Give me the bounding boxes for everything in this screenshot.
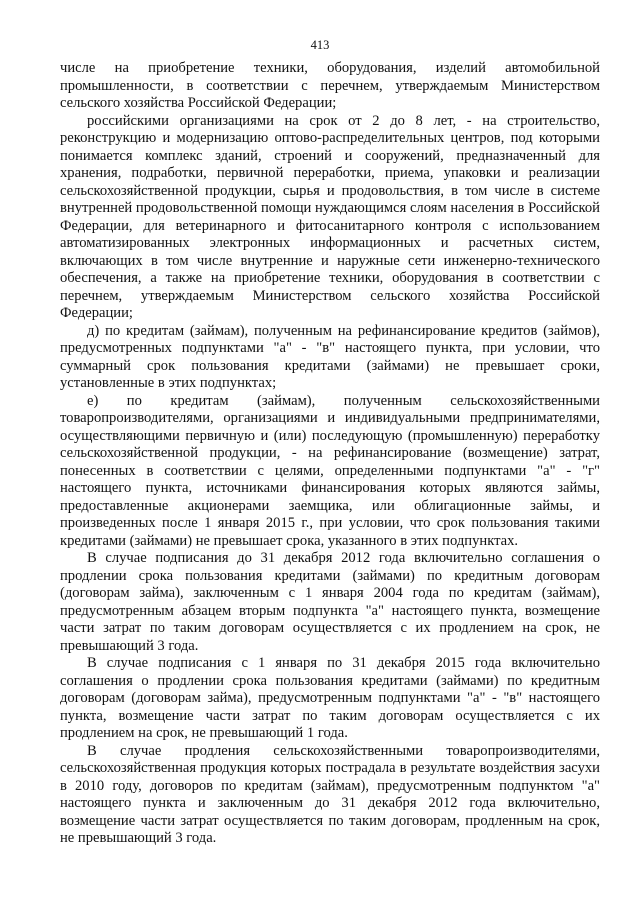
page-number: 413 bbox=[310, 38, 330, 52]
paragraph-drought-2010: В случае продления сельскохозяйственными товаропроизводителями, сельскохозяйственная продукция которых пострадала в результате воздействия засухи в 2010 году, договоров по кредитам (займам), предусмотренным подпунктом "а" настоящего пункта и заключенным до 31 декабря 2012 года включительно, возмещение части затрат осуществляется по таким договорам, продленным на срок, не превышающий 3 года. bbox=[60, 742, 600, 846]
paragraph-continuation: числе на приобретение техники, оборудования, изделий автомобильной промышленности, в соответствии с перечнем, утверждаемым Министерством сельского хозяйства Российской Федерации; bbox=[60, 60, 600, 111]
document-body bbox=[60, 60, 600, 848]
paragraph-extension-2012: В случае подписания до 31 декабря 2012 года включительно соглашения о продлении срока пользования кредитами (займами) по кредитным договорам (договорам займа), заключенным с 1 января 2004 года по кредитам (займам), предусмотренным абзацем вторым подпункта "а" настоящего пункта, возмещение части затрат по таким договорам осуществляется с их продлением на срок, не превышающий 3 года. bbox=[60, 550, 600, 654]
paragraph-russian-organizations: российскими организациями на срок от 2 до 8 лет, - на строительство, реконструкцию и модернизацию оптово-распределительных центров, под которыми понимается комплекс зданий, строений и сооружений, предназначенный для хранения, подработки, первичной переработки, приема, упаковки и реализации сельскохозяйственной продукции, сырья и продовольствия, в том числе в системе внутренней продовольственной помощи нуждающимся слоям населения в Российской Федерации, для ветеринарного и фитосанитарного контроля с использованием автоматизированных электронных информационных и расчетных систем, включающих в том числе внутренние и наружные сети инженерно-технического обеспечения, а также на приобретение техники, оборудования в соответствии с перечнем, утверждаемым Министерством сельского хозяйства Российской Федерации; bbox=[60, 112, 600, 321]
paragraph-extension-2015: В случае подписания с 1 января по 31 декабря 2015 года включительно соглашения о продлении срока пользования кредитами (займами) по кредитным договорам (договорам займа), предусмотренным подпунктами "а" - "в" настоящего пункта, возмещение части затрат по таким договорам осуществляется с их продлением на срок, не превышающий 1 года. bbox=[60, 655, 600, 741]
paragraph-subitem-d: д) по кредитам (займам), полученным на рефинансирование кредитов (займов), предусмотренных подпунктами "а" - "в" настоящего пункта, при условии, что суммарный срок пользования кредитами (займами) не превышает сроки, установленные в этих подпунктах; bbox=[60, 322, 600, 391]
paragraph-subitem-e: е) по кредитам (займам), полученным сельскохозяйственными товаропроизводителями, организациями и индивидуальными предпринимателями, осуществляющими первичную и (или) последующую (промышленную) переработку сельскохозяйственной продукции, - на рефинансирование (возмещение) затрат, понесенных в соответствии с целями, определенными подпунктами "а" - "г" настоящего пункта, источниками финансирования которых являются займы, предоставленные акционерами заемщика, или облигационные займы, и произведенных после 1 января 2015 г., при условии, что срок пользования такими кредитами (займами) не превышает срока, указанного в этих подпунктах. bbox=[60, 392, 600, 549]
